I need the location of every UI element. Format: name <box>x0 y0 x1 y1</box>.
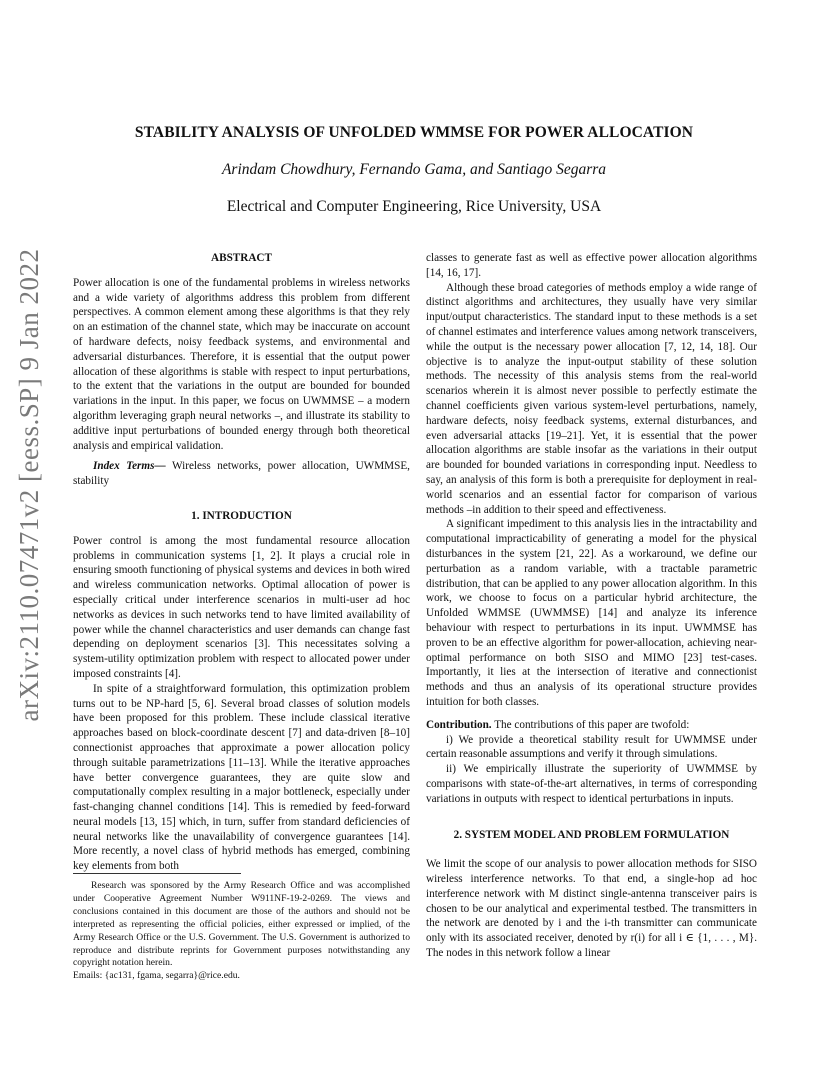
footnote-text: Research was sponsored by the Army Research Office and was accomplished under Cooperative Agreement Number W911NF-19-2-0269. The views and conclusions contained in this document are those of the authors and should not be interpreted as representing the official policies, either expressed or implied, of the Army Research Office or the U.S. Government. The U.S. Government is authorized to reproduce and distribute reprints for Government purposes notwithstanding any copyright notation herein. <box>73 880 410 969</box>
contribution-label: Contribution. <box>426 718 492 731</box>
right-paragraph-2: A significant impediment to this analysis lies in the intractability and computational impracticability of generating a model for the physical disturbances in the system [21, 22]. As a workaround, we define our perturbation as a random variable, with a tractable parametric distribution, that can be applied to any power allocation algorithm. In this work, we choose to focus on a particular hybrid architecture, the Unfolded WMMSE (UWMMSE) [14] and analyze its inference behaviour with respect to perturbations in its input. UWMMSE has proven to be an effective algorithm for power-allocation, achieving near-optimal performance on both SISO and MIMO [23] test-cases. Importantly, it lies at the intersection of iterative and connectionist methods and thus an analysis of its operational structure provides intuition for both classes. <box>426 518 757 708</box>
section-1-heading: 1. INTRODUCTION <box>191 509 292 522</box>
right-column <box>426 251 757 961</box>
left-column <box>73 251 410 874</box>
footnote-rule <box>73 873 241 874</box>
intro-paragraph-2: In spite of a straightforward formulation, this optimization problem turns out to be NP-hard [5, 6]. Several broad classes of solution models have been proposed for this problem. These include classical iterative approaches based on block-coordinate descent [7] and data-driven [8–10] connectionist approaches that approximate a power allocation policy through suitable parametrizations [11–13]. While the iterative approaches have better convergence guarantees, they are quite slow and computationally complex resulting in a major bottleneck, especially under fast-changing channel conditions [14]. This is remedied by feed-forward neural models [13, 15] which, in turn, suffer from standard deficiencies of neural networks like the unavailability of convergence guarantees [14]. More recently, a novel class of hybrid methods has emerged, combining key elements from both <box>73 682 410 873</box>
right-paragraph-0: classes to generate fast as well as effective power allocation algorithms [14, 16, 17]. <box>426 252 757 279</box>
footnote-emails: Emails: {ac131, fgama, segarra}@rice.edu. <box>73 970 240 982</box>
contribution-text: The contributions of this paper are twofold: <box>491 718 690 731</box>
affiliation: Electrical and Computer Engineering, Rice University, USA <box>226 198 602 215</box>
footnote <box>73 880 410 983</box>
contribution-paragraph <box>426 718 757 733</box>
right-paragraph-1: Although these broad categories of methods employ a wide range of distinct algorithms and architectures, they usually have very similar input/output characteristics. The standard input to these methods is a set of channel estimates and interference values among network transceivers, while the output is the necessary power allocation [7, 12, 14, 18]. Our objective is to analyze the input-output stability of these solution methods. The necessity of this analysis stems from the real-world scenarios wherein it is almost never possible to perfectly estimate the channel coefficients given various system-level perturbations, namely, hardware defects, noisy feedback systems, external disturbances, and even adversarial attacks [19–21]. Yet, it is essential that the power allocation algorithms are stable insofar as the variations in their output are bounded for bounded variations in corresponding input. Needless to say, an analysis of this form is both a prerequisite for deployment in real-world scenarios and an essential factor for comparison of various methods –in addition to their speed and effectiveness. <box>426 281 757 516</box>
abstract-text: Power allocation is one of the fundamental problems in wireless networks and a wide variety of algorithms address this problem from different perspectives. A common element among these algorithms is that they rely on an estimation of the channel state, which may be inaccurate on account of hardware defects, noisy feedback systems, and environmental and adversarial disturbances. Therefore, it is essential that the output power allocation of these algorithms is stable with respect to input perturbations, to the extent that the variations in the output are bounded for bounded variations in the input. In this paper, we focus on UWMMSE – a modern algorithm leveraging graph neural networks –, and illustrate its stability to additive input perturbations of bounded energy through both theoretical analysis and empirical validation. <box>73 276 410 452</box>
abstract-heading: ABSTRACT <box>211 252 272 264</box>
contribution-item-1: i) We provide a theoretical stability result for UWMMSE under certain reasonable assumptions and verify it through simulations. <box>426 733 757 761</box>
intro-paragraph-1: Power control is among the most fundamental resource allocation problems in communication systems [1, 2]. It plays a crucial role in ensuring smooth functioning of physical systems and devices in both wired and wireless communication networks. Optimal allocation of power is especially critical under interference scenarios in multi-user ad hoc networks as devices in such networks tend to have limited availability of power while the channel characteristics and user demands can change fast depending on deployment scenarios [3]. This necessitates solving a system-utility optimization problem with respect to allocated power under imposed constraints [4]. <box>73 534 410 680</box>
index-terms-label: Index Terms— <box>93 460 166 473</box>
contribution-item-2: ii) We empirically illustrate the superiority of UWMMSE by comparisons with state-of-the-art alternatives, in terms of corresponding variations in outputs with respect to identical perturbations in inputs. <box>426 763 757 805</box>
paper-title: STABILITY ANALYSIS OF UNFOLDED WMMSE FOR POWER ALLOCATION <box>134 124 694 141</box>
section-2-heading: 2. SYSTEM MODEL AND PROBLEM FORMULATION <box>453 829 730 842</box>
author-list: Arindam Chowdhury, Fernando Gama, and Santiago Segarra <box>221 161 607 178</box>
index-terms <box>73 459 410 489</box>
arxiv-side-stamp: arXiv:2110.07471v2 [eess.SP] 9 Jan 2022 <box>14 248 44 722</box>
index-terms-text: Wireless networks, power allocation, UWMMSE, stability <box>73 460 410 488</box>
section-2-paragraph-1: We limit the scope of our analysis to power allocation methods for SISO wireless interference networks. To that end, a single-hop ad hoc interference network with M distinct single-antenna transceiver pairs is chosen to be our analytical and experimental testbed. The transmitters in the network are denoted by i and the i-th transmitter can communicate only with its associated receiver, denoted by r(i) for all i ∈ {1, . . . , M}. The nodes in this network follow a linear <box>426 858 757 960</box>
